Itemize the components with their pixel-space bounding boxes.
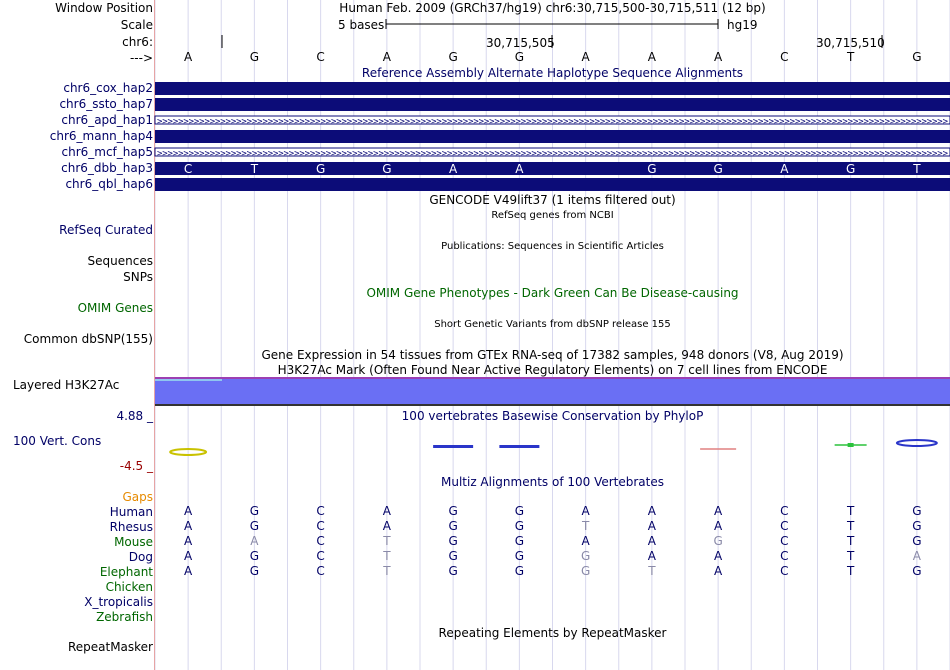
multiz-base: T [846, 504, 855, 518]
species-label-dog[interactable]: Dog [128, 550, 153, 564]
hap-label-mcf[interactable]: chr6_mcf_hap5 [61, 145, 153, 159]
position-text: Human Feb. 2009 (GRCh37/hg19) chr6:30,715,500-30,715,511 (12 bp) [339, 1, 766, 15]
multiz-base: C [316, 549, 325, 563]
multiz-base: A [647, 534, 656, 548]
multiz-base: G [912, 519, 922, 533]
gaps-label[interactable]: Gaps [122, 490, 153, 504]
multiz-base: A [184, 504, 193, 518]
multiz-base: G [514, 519, 525, 533]
hap-base: T [913, 162, 921, 176]
multiz-base: A [714, 504, 723, 518]
hap-label-apd[interactable]: chr6_apd_hap1 [61, 113, 153, 127]
hap-base: C [183, 162, 193, 176]
multiz-base: G [514, 564, 525, 578]
multiz-base: G [912, 564, 922, 578]
reference-base: A [184, 50, 193, 64]
repeatmasker-title: Repeating Elements by RepeatMasker [438, 626, 667, 640]
multiz-base: C [316, 564, 325, 578]
hap-alignment-bar [155, 98, 950, 111]
cons-min-label: -4.5 _ [119, 459, 153, 473]
multiz-base: A [382, 519, 391, 533]
multiz-base: G [912, 504, 922, 518]
omim-title: OMIM Gene Phenotypes - Dark Green Can Be Disease-causing [366, 286, 739, 300]
multiz-base: A [581, 534, 590, 548]
multiz-title: Multiz Alignments of 100 Vertebrates [440, 475, 665, 489]
hap-base: A [515, 162, 524, 176]
h3k27ac-title: H3K27Ac Mark (Often Found Near Active Regulatory Elements) on 7 cell lines from ENCODE [277, 363, 828, 377]
hap-base: G [713, 162, 723, 176]
multiz-base: G [580, 549, 591, 563]
multiz-base: A [184, 564, 193, 578]
multiz-base: A [382, 504, 391, 518]
publications-title: Publications: Sequences in Scientific Articles [441, 241, 664, 252]
hap-base: A [780, 162, 789, 176]
hap-base: A [449, 162, 458, 176]
multiz-base: C [316, 534, 325, 548]
dbsnp-label[interactable]: Common dbSNP(155) [23, 332, 153, 346]
hap-alignment-bar [155, 82, 950, 95]
multiz-base: G [249, 504, 260, 518]
repeatmasker-label[interactable]: RepeatMasker [67, 640, 153, 654]
hap-strand-arrows: >>>>>>>>>>>>>>>>>>>>>>>>>>>>>>>>>>>>>>>>>>>>>>>>>>>>>>>>>>>>>>>>>>>>>>>>>>>>>>>>>>>>>>>>>>>>>>>>>>>>>>>>>>>>>>>>>>>>>>>>>>>>>>>>>>>>>>>>>>>>>>>>>>>>>> [157, 149, 948, 159]
coord-tick-label: 30,715,505 [486, 36, 555, 50]
reference-base: G [514, 50, 525, 64]
multiz-base: T [581, 519, 590, 533]
multiz-base: G [249, 549, 260, 563]
cons-label[interactable]: 100 Vert. Cons [13, 434, 102, 448]
species-label-rhesus[interactable]: Rhesus [109, 520, 153, 534]
multiz-base: C [780, 534, 789, 548]
multiz-base: C [780, 564, 789, 578]
hap-alignment-bar [155, 178, 950, 191]
multiz-base: G [580, 564, 591, 578]
hap-label-dbb[interactable]: chr6_dbb_hap3 [61, 161, 153, 175]
hap-alignment-bar [155, 162, 950, 175]
multiz-base: A [714, 519, 723, 533]
hap-label-mann[interactable]: chr6_mann_hap4 [49, 129, 153, 143]
multiz-base: A [714, 564, 723, 578]
hap-label-ssto[interactable]: chr6_ssto_hap7 [59, 97, 153, 111]
species-label-elephant[interactable]: Elephant [99, 565, 153, 579]
refseq-title: RefSeq genes from NCBI [491, 210, 614, 221]
snps-label[interactable]: SNPs [123, 270, 153, 284]
chrom-label: chr6: [122, 35, 153, 49]
multiz-base: A [184, 549, 193, 563]
reference-base: A [647, 50, 656, 64]
coord-tick-label: 30,715,510 [816, 36, 885, 50]
species-label-mouse[interactable]: Mouse [114, 535, 153, 549]
multiz-base: G [249, 519, 260, 533]
multiz-base: G [448, 504, 458, 518]
multiz-base: T [383, 534, 391, 548]
hap-strand-arrows: >>>>>>>>>>>>>>>>>>>>>>>>>>>>>>>>>>>>>>>>>>>>>>>>>>>>>>>>>>>>>>>>>>>>>>>>>>>>>>>>>>>>>>>>>>>>>>>>>>>>>>>>>>>>>>>>>>>>>>>>>>>>>>>>>>>>>>>>>>>>>>>>>>>>>> [157, 117, 948, 127]
reference-base: C [780, 50, 789, 64]
multiz-base: A [250, 534, 259, 548]
species-label-chicken[interactable]: Chicken [105, 580, 153, 594]
species-label-human[interactable]: Human [109, 505, 153, 519]
multiz-base: A [581, 504, 590, 518]
hap-label-cox[interactable]: chr6_cox_hap2 [63, 81, 153, 95]
hap-label-qbl[interactable]: chr6_qbl_hap6 [65, 177, 153, 191]
multiz-base: G [514, 549, 525, 563]
multiz-base: C [780, 504, 789, 518]
multiz-base: T [383, 564, 391, 578]
multiz-base: C [316, 519, 325, 533]
multiz-base: C [780, 549, 789, 563]
multiz-base: G [448, 519, 458, 533]
window-position-label: Window Position [55, 1, 153, 15]
hap-base: G [845, 162, 856, 176]
reference-base: T [846, 50, 855, 64]
multiz-base: G [448, 534, 458, 548]
phylop-logo-mark [499, 445, 539, 448]
omim-label[interactable]: OMIM Genes [77, 301, 153, 315]
multiz-base: G [912, 534, 922, 548]
species-label-xtropicalis[interactable]: X_tropicalis [84, 595, 153, 609]
species-label-zebrafish[interactable]: Zebrafish [96, 610, 153, 624]
multiz-base: T [383, 549, 391, 563]
cons-title: 100 vertebrates Basewise Conservation by PhyloP [401, 409, 704, 423]
reference-base: A [581, 50, 590, 64]
strand-label: ---> [129, 51, 153, 65]
multiz-base: C [780, 519, 789, 533]
multiz-base: A [647, 504, 656, 518]
dbsnp-title: Short Genetic Variants from dbSNP release 155 [434, 319, 671, 330]
hap-base: T [250, 162, 259, 176]
scale-text: 5 bases [338, 18, 385, 32]
hap-base: G [382, 162, 392, 176]
multiz-base: A [647, 549, 656, 563]
multiz-base: T [846, 519, 855, 533]
multiz-base: T [648, 564, 656, 578]
hap-base: G [647, 162, 657, 176]
alt-haplotypes-title: Reference Assembly Alternate Haplotype Sequence Alignments [361, 66, 744, 80]
multiz-base: C [316, 504, 325, 518]
multiz-base: G [249, 564, 260, 578]
gencode-title: GENCODE V49lift37 (1 items filtered out) [429, 193, 676, 207]
sequences-label[interactable]: Sequences [87, 254, 153, 268]
multiz-base: A [714, 549, 723, 563]
gtex-title: Gene Expression in 54 tissues from GTEx RNA-seq of 17382 samples, 948 donors (V8, Aug 2019) [261, 348, 844, 362]
h3k27ac-signal [155, 379, 950, 405]
reference-base: G [249, 50, 260, 64]
multiz-base: G [514, 504, 525, 518]
multiz-base: A [912, 549, 921, 563]
multiz-base: A [184, 519, 193, 533]
reference-base: C [316, 50, 325, 64]
refseq-label[interactable]: RefSeq Curated [59, 223, 153, 237]
multiz-base: T [846, 549, 855, 563]
cons-max-label: 4.88 _ [116, 409, 153, 423]
multiz-base: G [448, 564, 458, 578]
reference-base: G [448, 50, 458, 64]
multiz-base: G [448, 549, 458, 563]
hap-alignment-bar [155, 130, 950, 143]
multiz-base: A [647, 519, 656, 533]
scale-label: Scale [120, 18, 153, 32]
multiz-base: G [713, 534, 723, 548]
phylop-logo-mark [848, 443, 854, 447]
reference-base: G [912, 50, 922, 64]
multiz-base: A [184, 534, 193, 548]
h3k27ac-label[interactable]: Layered H3K27Ac [13, 378, 120, 392]
assembly-text: hg19 [727, 18, 758, 32]
reference-base: A [382, 50, 391, 64]
multiz-base: T [846, 534, 855, 548]
multiz-base: T [846, 564, 855, 578]
reference-base: A [714, 50, 723, 64]
multiz-base: G [514, 534, 525, 548]
phylop-logo-mark [433, 445, 473, 448]
hap-base: G [315, 162, 326, 176]
